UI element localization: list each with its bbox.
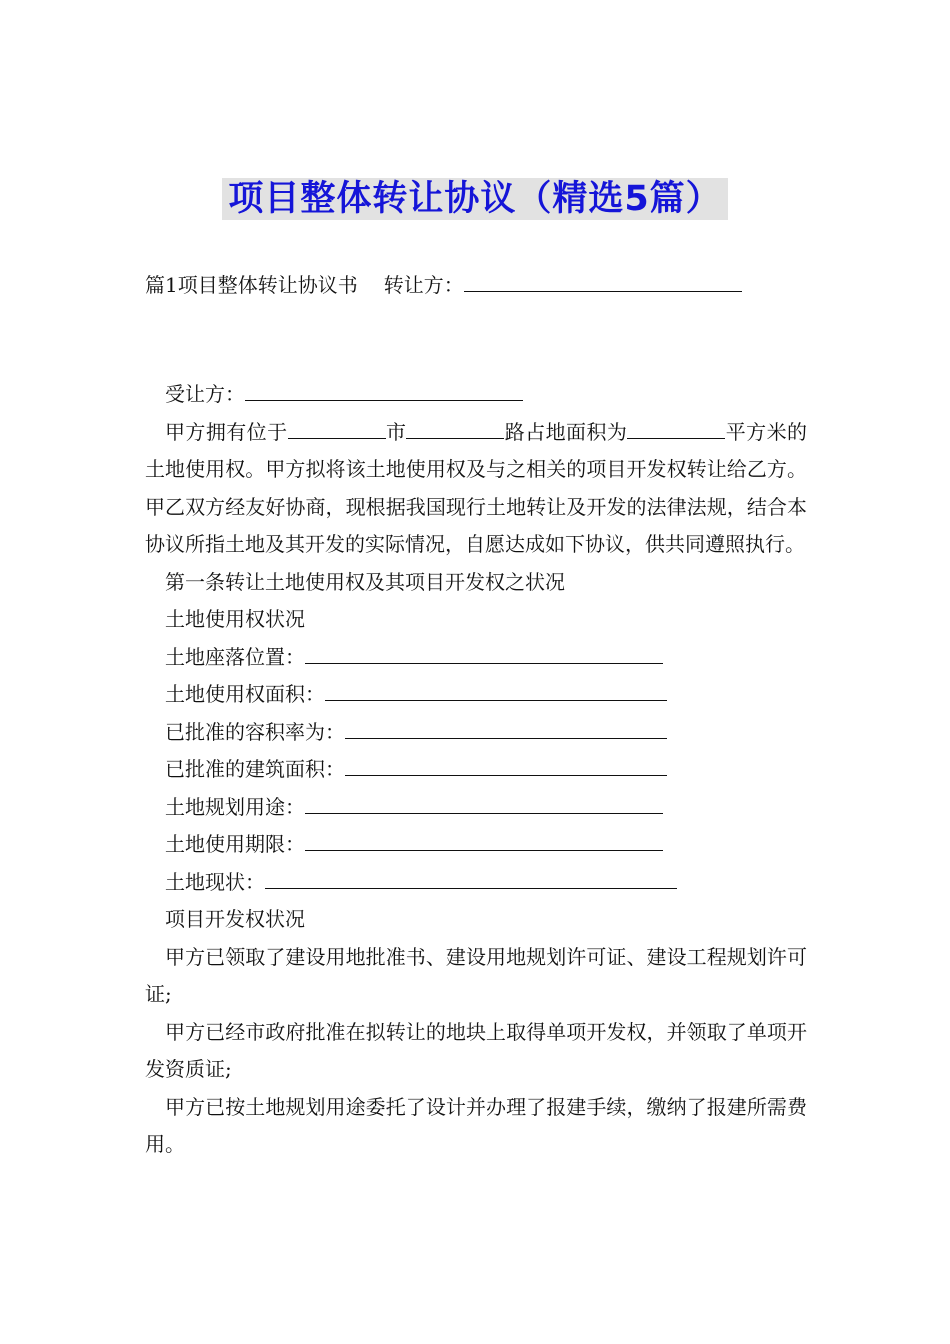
transferor-label: 转让方： (383, 273, 464, 297)
field-location-label: 土地座落位置： (165, 644, 305, 669)
main-body (145, 376, 807, 1164)
assignee-line (145, 376, 807, 414)
field-area (145, 676, 807, 714)
field-status-blank (265, 866, 677, 889)
field-usage-label: 土地规划用途： (165, 794, 305, 819)
intro-label: 篇1项目整体转让协议书 (145, 273, 358, 297)
para1-text-rest: 米的土地使用权。甲方拟将该土地使用权及与之相关的项目开发权转让给乙方。甲乙双方经友好协商，现根据我国现行土地转让及开发的法律法规，结合本协议所指土地及其开发的实际情况，自愿达成如下协议，供共同遵照执行。 (145, 419, 808, 556)
field-usage-blank (305, 791, 663, 814)
field-status (145, 864, 807, 902)
field-term-blank (305, 828, 663, 851)
paragraph-4: 甲方已按土地规划用途委托了设计并办理了报建手续，缴纳了报建所需费用。 (145, 1094, 807, 1156)
para1-text-b: 市 (385, 419, 407, 444)
road-blank (406, 416, 504, 439)
land-section-heading: 土地使用权状况 (165, 607, 305, 631)
field-far-blank (345, 716, 667, 739)
assignee-blank (245, 378, 523, 401)
paragraph-3: 甲方已经市政府批准在拟转让的地块上取得单项开发权，并领取了单项开发资质证; (145, 1019, 807, 1081)
transferor-blank (464, 269, 742, 292)
city-blank (288, 416, 386, 439)
assignee-label: 受让方： (165, 382, 245, 406)
title-container (0, 178, 950, 220)
area-blank (627, 416, 725, 439)
field-far (145, 714, 807, 752)
project-section-heading: 项目开发权状况 (165, 907, 305, 931)
field-term (145, 826, 807, 864)
para1-text-c: 路占地面积为 (504, 419, 628, 444)
para1-text-d: 平方 (725, 419, 767, 444)
field-location (145, 639, 807, 677)
field-area-label: 土地使用权面积： (165, 682, 325, 706)
field-build-area-label: 已批准的建筑面积： (165, 757, 345, 781)
para1-text-a: 甲方拥有位于 (165, 419, 288, 444)
intro-line (145, 267, 807, 305)
field-usage (145, 789, 807, 827)
field-status-label: 土地现状： (165, 869, 265, 894)
article-1-heading: 第一条转让土地使用权及其项目开发权之状况 (165, 569, 565, 594)
field-build-area (145, 751, 807, 789)
paragraph-1 (145, 414, 807, 564)
field-term-label: 土地使用期限： (165, 832, 305, 856)
field-build-area-blank (345, 753, 667, 776)
paragraph-2: 甲方已领取了建设用地批准书、建设用地规划许可证、建设工程规划许可证; (145, 944, 807, 1006)
field-area-blank (325, 678, 667, 701)
field-location-blank (305, 641, 663, 664)
document-title: 项目整体转让协议（精选5篇） (222, 178, 727, 220)
field-far-label: 已批准的容积率为： (165, 719, 345, 744)
